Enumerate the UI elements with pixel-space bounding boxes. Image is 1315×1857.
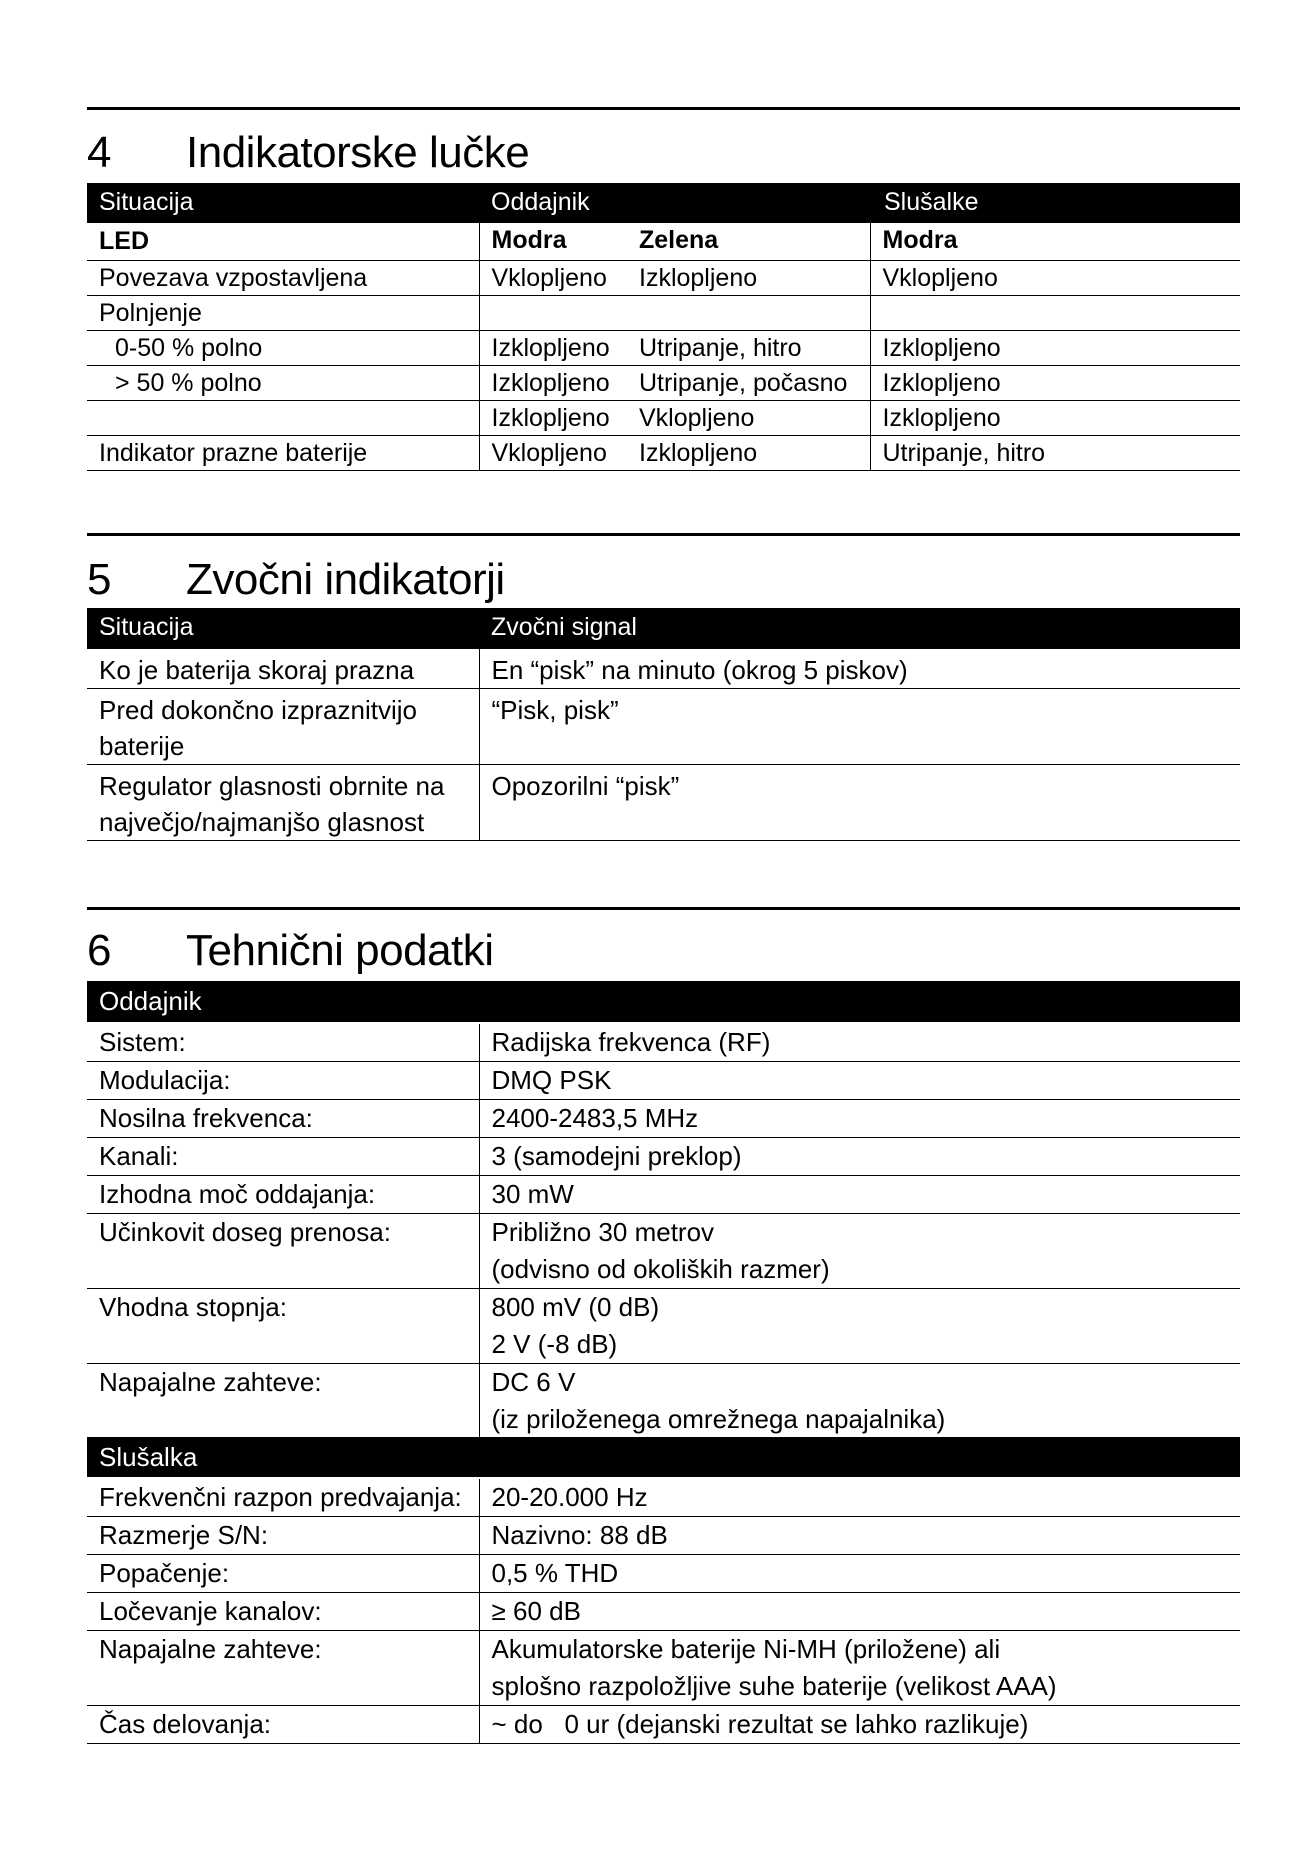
section-divider	[87, 107, 1240, 110]
header-oddajnik: Oddajnik	[99, 986, 202, 1016]
header-situacija: Situacija	[99, 613, 194, 641]
cell: LED	[87, 223, 479, 261]
table-row	[87, 331, 1240, 366]
cell: Ločevanje kanalov:	[87, 1593, 479, 1631]
section-5-heading	[87, 555, 1240, 605]
table-header-bar	[87, 981, 1240, 1022]
cell-line: Pred dokončno izpraznitvijo	[99, 695, 417, 725]
cell: Izklopljeno	[627, 261, 870, 296]
cell: Nazivno: 88 dB	[479, 1517, 1240, 1555]
cell	[87, 401, 479, 436]
table-row	[87, 1555, 1240, 1593]
table-row	[87, 1214, 1240, 1289]
table-row	[87, 1062, 1240, 1100]
table-row	[87, 401, 1240, 436]
table-row	[87, 1631, 1240, 1706]
header-zvocni-signal: Zvočni signal	[491, 613, 637, 641]
cell: En “pisk” na minuto (okrog 5 piskov)	[479, 649, 1240, 689]
cell: Polnjenje	[87, 296, 479, 331]
cell: Utripanje, hitro	[870, 436, 1240, 471]
cell: Izklopljeno	[870, 366, 1240, 401]
cell: Kanali:	[87, 1138, 479, 1176]
cell: “Pisk, pisk”	[479, 689, 1240, 765]
cell: Ko je baterija skoraj prazna	[87, 649, 479, 689]
table-row	[87, 366, 1240, 401]
cell-line: DC 6 V	[491, 1367, 576, 1397]
cell: > 50 % polno	[87, 366, 479, 401]
cell: DMQ PSK	[479, 1062, 1240, 1100]
table-row	[87, 1024, 1240, 1062]
cell: Izklopljeno	[479, 331, 627, 366]
cell: ~ do 0 ur (dejanski rezultat se lahko razlikuje)	[479, 1706, 1240, 1744]
cell: Vklopljeno	[479, 261, 627, 296]
cell-line: 800 mV (0 dB)	[491, 1292, 660, 1322]
cell: Popačenje:	[87, 1555, 479, 1593]
transmitter-specs-table	[87, 1024, 1240, 1438]
cell: Modra	[870, 223, 1240, 261]
cell	[87, 689, 479, 765]
cell: ≥ 60 dB	[479, 1593, 1240, 1631]
table-row	[87, 296, 1240, 331]
cell-line: splošno razpoložljive suhe baterije (velikost AAA)	[491, 1671, 1057, 1701]
cell: Izklopljeno	[627, 436, 870, 471]
table-header-bar	[87, 183, 1240, 223]
cell	[479, 1631, 1240, 1706]
cell: Razmerje S/N:	[87, 1517, 479, 1555]
header-slusalka: Slušalka	[99, 1442, 198, 1472]
table-row	[87, 1100, 1240, 1138]
table-row	[87, 1479, 1240, 1517]
table-row	[87, 1593, 1240, 1631]
cell: 20-20.000 Hz	[479, 1479, 1240, 1517]
section-4-heading	[87, 128, 1240, 178]
cell: Povezava vzpostavljena	[87, 261, 479, 296]
cell: Izklopljeno	[870, 331, 1240, 366]
table-row	[87, 1176, 1240, 1214]
section-number: 4	[87, 128, 111, 177]
section-number: 6	[87, 926, 111, 975]
cell: Izklopljeno	[870, 401, 1240, 436]
cell	[87, 765, 479, 841]
cell: Opozorilni “pisk”	[479, 765, 1240, 841]
cell-line: Približno 30 metrov	[491, 1217, 715, 1247]
section-number: 5	[87, 555, 111, 604]
cell: Sistem:	[87, 1024, 479, 1062]
cell: Izklopljeno	[479, 401, 627, 436]
cell-line: največjo/najmanjšo glasnost	[99, 807, 425, 837]
section-title: Zvočni indikatorji	[186, 555, 505, 604]
cell: Vklopljeno	[870, 261, 1240, 296]
header-situacija: Situacija	[99, 188, 194, 216]
cell	[627, 296, 870, 331]
cell: 3 (samodejni preklop)	[479, 1138, 1240, 1176]
cell	[870, 296, 1240, 331]
cell: Utripanje, hitro	[627, 331, 870, 366]
table-row	[87, 689, 1240, 765]
table-row	[87, 649, 1240, 689]
section-title: Tehnični podatki	[186, 926, 494, 975]
cell: Čas delovanja:	[87, 1706, 479, 1744]
cell-line: (iz priloženega omrežnega napajalnika)	[491, 1404, 946, 1434]
cell: Napajalne zahteve:	[87, 1364, 479, 1439]
cell-line: Regulator glasnosti obrnite na	[99, 771, 445, 801]
cell: Izhodna moč oddajanja:	[87, 1176, 479, 1214]
cell	[479, 1364, 1240, 1439]
table-header-bar	[87, 608, 1240, 649]
section-divider	[87, 907, 1240, 910]
cell: 0,5 % THD	[479, 1555, 1240, 1593]
cell: 0-50 % polno	[87, 331, 479, 366]
table-row	[87, 223, 1240, 261]
cell: Modulacija:	[87, 1062, 479, 1100]
cell: Indikator prazne baterije	[87, 436, 479, 471]
cell-line: baterije	[99, 731, 185, 761]
cell-line: (odvisno od okoliških razmer)	[491, 1254, 830, 1284]
cell-line: 2 V (-8 dB)	[491, 1329, 618, 1359]
table-row	[87, 765, 1240, 841]
cell	[479, 296, 627, 331]
cell: Utripanje, počasno	[627, 366, 870, 401]
table-row	[87, 436, 1240, 471]
table-header-bar	[87, 1437, 1240, 1477]
table-row	[87, 261, 1240, 296]
cell: Frekvenčni razpon predvajanja:	[87, 1479, 479, 1517]
table-row	[87, 1364, 1240, 1439]
cell: Izklopljeno	[479, 366, 627, 401]
cell: Modra	[479, 223, 627, 261]
table-row	[87, 1138, 1240, 1176]
cell: Vklopljeno	[627, 401, 870, 436]
cell: Zelena	[627, 223, 870, 261]
cell	[479, 1214, 1240, 1289]
cell: Vklopljeno	[479, 436, 627, 471]
table-row	[87, 1706, 1240, 1744]
section-divider	[87, 533, 1240, 536]
cell: 30 mW	[479, 1176, 1240, 1214]
header-oddajnik: Oddajnik	[491, 188, 590, 216]
cell: Vhodna stopnja:	[87, 1289, 479, 1364]
section-6-heading	[87, 926, 1240, 976]
cell: Nosilna frekvenca:	[87, 1100, 479, 1138]
cell	[479, 1289, 1240, 1364]
cell: Radijska frekvenca (RF)	[479, 1024, 1240, 1062]
sound-table	[87, 649, 1240, 841]
header-slusalke: Slušalke	[884, 188, 979, 216]
table-row	[87, 1289, 1240, 1364]
cell: Napajalne zahteve:	[87, 1631, 479, 1706]
headphone-specs-table	[87, 1479, 1240, 1744]
section-title: Indikatorske lučke	[186, 128, 530, 177]
table-row	[87, 1517, 1240, 1555]
led-table	[87, 223, 1240, 471]
cell: 2400-2483,5 MHz	[479, 1100, 1240, 1138]
cell-line: Akumulatorske baterije Ni-MH (priložene) ali	[491, 1634, 1001, 1664]
cell: Učinkovit doseg prenosa:	[87, 1214, 479, 1289]
